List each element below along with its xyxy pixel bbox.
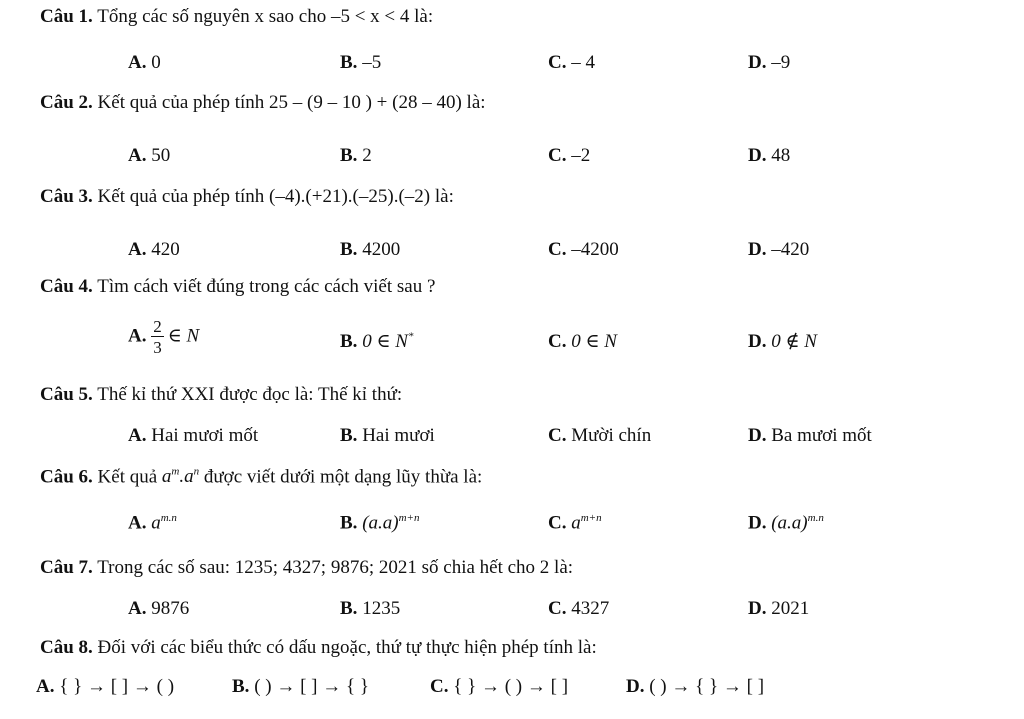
question-1: [40, 6, 433, 28]
q8-option-b[interactable]: B. ( ) → [ ] → { }: [232, 676, 369, 697]
q2-option-d[interactable]: D. 48: [748, 145, 791, 166]
question-text: Tìm cách viết đúng trong các cách viết sau ?: [97, 276, 436, 297]
q4-option-b[interactable]: B. 0 ∈ N*: [340, 330, 414, 352]
question-label: Câu 5.: [40, 384, 93, 405]
question-label: Câu 8.: [40, 637, 93, 658]
q5-option-c[interactable]: C. Mười chín: [548, 425, 652, 446]
question-8: [40, 637, 597, 659]
q1-option-d[interactable]: D. –9: [748, 52, 791, 73]
q5-option-b[interactable]: B. Hai mươi: [340, 425, 435, 446]
q6-option-c[interactable]: C. $a^{m+n}$: [548, 512, 602, 534]
q7-option-a[interactable]: A. 9876: [128, 598, 190, 619]
question-label: Câu 1.: [40, 6, 93, 27]
question-label: Câu 4.: [40, 276, 93, 297]
q3-option-d[interactable]: D. –420: [748, 239, 810, 260]
question-5: [40, 384, 402, 406]
question-3: [40, 186, 454, 208]
q4-option-d[interactable]: D. 0 ∉ N: [748, 331, 817, 352]
q2-option-c[interactable]: C. –2: [548, 145, 591, 166]
question-text: Thế kỉ thứ XXI được đọc là: Thế kỉ thứ:: [97, 384, 403, 405]
question-label: Câu 6.: [40, 466, 93, 488]
q7-option-c[interactable]: C. 4327: [548, 598, 610, 619]
question-6: Câu 6. Kết quả $a^m.a^n$ được viết dưới một dạng lũy thừa là:: [40, 466, 483, 488]
q8-option-d[interactable]: D. ( ) → { } → [ ]: [626, 676, 765, 697]
q3-option-b[interactable]: B. 4200: [340, 239, 401, 260]
q8-option-a[interactable]: A. { } → [ ] → ( ): [36, 676, 175, 697]
q1-option-a[interactable]: A. 0: [128, 52, 161, 73]
question-label: Câu 7.: [40, 557, 93, 578]
question-text: Tổng các số nguyên x sao cho –5 < x < 4 là:: [97, 6, 434, 27]
q2-option-b[interactable]: B. 2: [340, 145, 372, 166]
q8-option-c[interactable]: C. { } → ( ) → [ ]: [430, 676, 569, 697]
q5-option-a[interactable]: A. Hai mươi mốt: [128, 425, 259, 446]
question-2: [40, 92, 486, 114]
question-7: [40, 557, 573, 579]
q3-option-a[interactable]: A. 420: [128, 239, 180, 260]
q4-option-c[interactable]: C. 0 ∈ N: [548, 331, 617, 352]
question-text: Kết quả của phép tính 25 – (9 – 10 ) + (28 – 40) là:: [97, 92, 486, 113]
q6-option-d[interactable]: D. $(a.a)^{m.n}$: [748, 512, 824, 534]
question-label: Câu 3.: [40, 186, 93, 207]
q5-option-d[interactable]: D. Ba mươi mốt: [748, 425, 872, 446]
q6-option-b[interactable]: B. $(a.a)^{m+n}$: [340, 512, 420, 534]
fraction: $\frac{2}{3}$: [153, 317, 162, 357]
question-label: Câu 2.: [40, 92, 93, 113]
q7-option-d[interactable]: D. 2021: [748, 598, 810, 619]
q4-option-a[interactable]: A. $\frac{2}{3}$ ∈ N: [128, 317, 200, 357]
q1-option-b[interactable]: B. –5: [340, 52, 382, 73]
q6-option-a[interactable]: A. $a^{m.n}$: [128, 512, 177, 534]
q3-option-c[interactable]: C. –4200: [548, 239, 619, 260]
power-expression: $a^m.a^n$: [161, 466, 200, 488]
q7-option-b[interactable]: B. 1235: [340, 598, 401, 619]
question-text: Đối với các biểu thức có dấu ngoặc, thứ tự thực hiện phép tính là:: [97, 637, 597, 658]
q1-option-c[interactable]: C. – 4: [548, 52, 595, 73]
question-text: Kết quả của phép tính (–4).(+21).(–25).(–2) là:: [97, 186, 454, 207]
question-4: [40, 276, 435, 298]
question-text: Trong các số sau: 1235; 4327; 9876; 2021 số chia hết cho 2 là:: [97, 557, 574, 578]
q2-option-a[interactable]: A. 50: [128, 145, 171, 166]
